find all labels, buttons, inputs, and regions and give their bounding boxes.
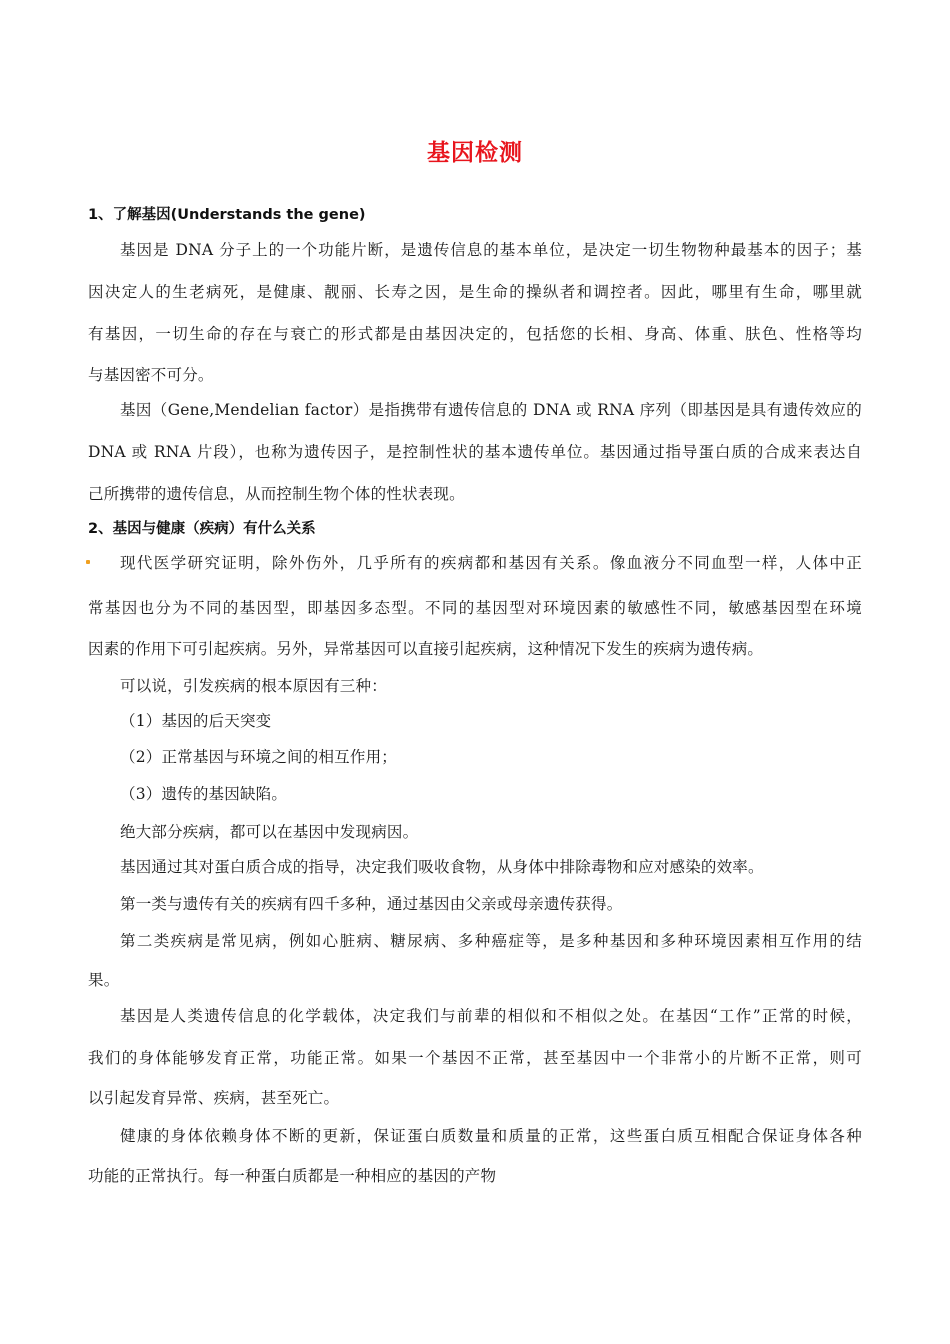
paragraph-7: 第一类与遗传有关的疾病有四千多种，通过基因由父亲或母亲遗传获得。 bbox=[120, 895, 623, 913]
list-item: （3）遗传的基因缺陷。 bbox=[120, 785, 288, 803]
paragraph-9-line: 以引起发育异常、疾病，甚至死亡。 bbox=[88, 1089, 340, 1107]
paragraph-8-line: 第二类疾病是常见病，例如心脏病、糖尿病、多种癌症等，是多种基因和多种环境因素相互作用的结 bbox=[120, 932, 862, 950]
paragraph-9-line: 我们的身体能够发育正常，功能正常。如果一个基因不正常，甚至基因中一个非常小的片断不正常，则可 bbox=[88, 1049, 862, 1067]
edit-marker bbox=[86, 560, 90, 564]
paragraph-3-line: 现代医学研究证明，除外伤外，几乎所有的疾病都和基因有关系。像血液分不同血型一样，人体中正 bbox=[120, 554, 862, 572]
paragraph-1-line: 基因是 DNA 分子上的一个功能片断，是遗传信息的基本单位，是决定一切生物物种最基本的因子；基 bbox=[120, 241, 862, 259]
paragraph-10-line: 功能的正常执行。每一种蛋白质都是一种相应的基因的产物 bbox=[88, 1167, 497, 1185]
paragraph-1-line: 因决定人的生老病死，是健康、靓丽、长寿之因，是生命的操纵者和调控者。因此，哪里有生命，哪里就 bbox=[88, 283, 862, 301]
paragraph-9-line: 基因是人类遗传信息的化学载体，决定我们与前辈的相似和不相似之处。在基因“工作”正常的时候， bbox=[120, 1007, 862, 1025]
paragraph-1-line: 有基因，一切生命的存在与衰亡的形式都是由基因决定的，包括您的长相、身高、体重、肤色、性格等均 bbox=[88, 325, 862, 343]
paragraph-3-line: 因素的作用下可引起疾病。另外，异常基因可以直接引起疾病，这种情况下发生的疾病为遗传病。 bbox=[88, 640, 764, 658]
document-title: 基因检测 bbox=[427, 140, 523, 166]
paragraph-10-line: 健康的身体依赖身体不断的更新，保证蛋白质数量和质量的正常，这些蛋白质互相配合保证身体各种 bbox=[120, 1127, 862, 1145]
paragraph-3-line: 常基因也分为不同的基因型，即基因多态型。不同的基因型对环境因素的敏感性不同，敏感基因型在环境 bbox=[88, 599, 862, 617]
list-item: （2）正常基因与环境之间的相互作用； bbox=[120, 748, 397, 766]
paragraph-8-line: 果。 bbox=[88, 971, 120, 989]
paragraph-1-line: 与基因密不可分。 bbox=[88, 366, 214, 384]
paragraph-5: 绝大部分疾病，都可以在基因中发现病因。 bbox=[120, 823, 419, 841]
paragraph-2-line: 基因（Gene,Mendelian factor）是指携带有遗传信息的 DNA 或 RNA 序列（即基因是具有遗传效应的 bbox=[120, 401, 862, 419]
paragraph-6: 基因通过其对蛋白质合成的指导，决定我们吸收食物，从身体中排除毒物和应对感染的效率。 bbox=[120, 858, 764, 876]
list-item: （1）基因的后天突变 bbox=[120, 712, 272, 730]
paragraph-2-line: DNA 或 RNA 片段），也称为遗传因子，是控制性状的基本遗传单位。基因通过指导蛋白质的合成来表达自 bbox=[88, 443, 862, 461]
paragraph-2-line: 己所携带的遗传信息，从而控制生物个体的性状表现。 bbox=[88, 485, 465, 503]
paragraph-4: 可以说，引发疾病的根本原因有三种： bbox=[120, 677, 387, 695]
section-2-heading: 2、基因与健康（疾病）有什么关系 bbox=[88, 521, 316, 537]
section-1-heading: 1、了解基因(Understands the gene) bbox=[88, 207, 366, 223]
